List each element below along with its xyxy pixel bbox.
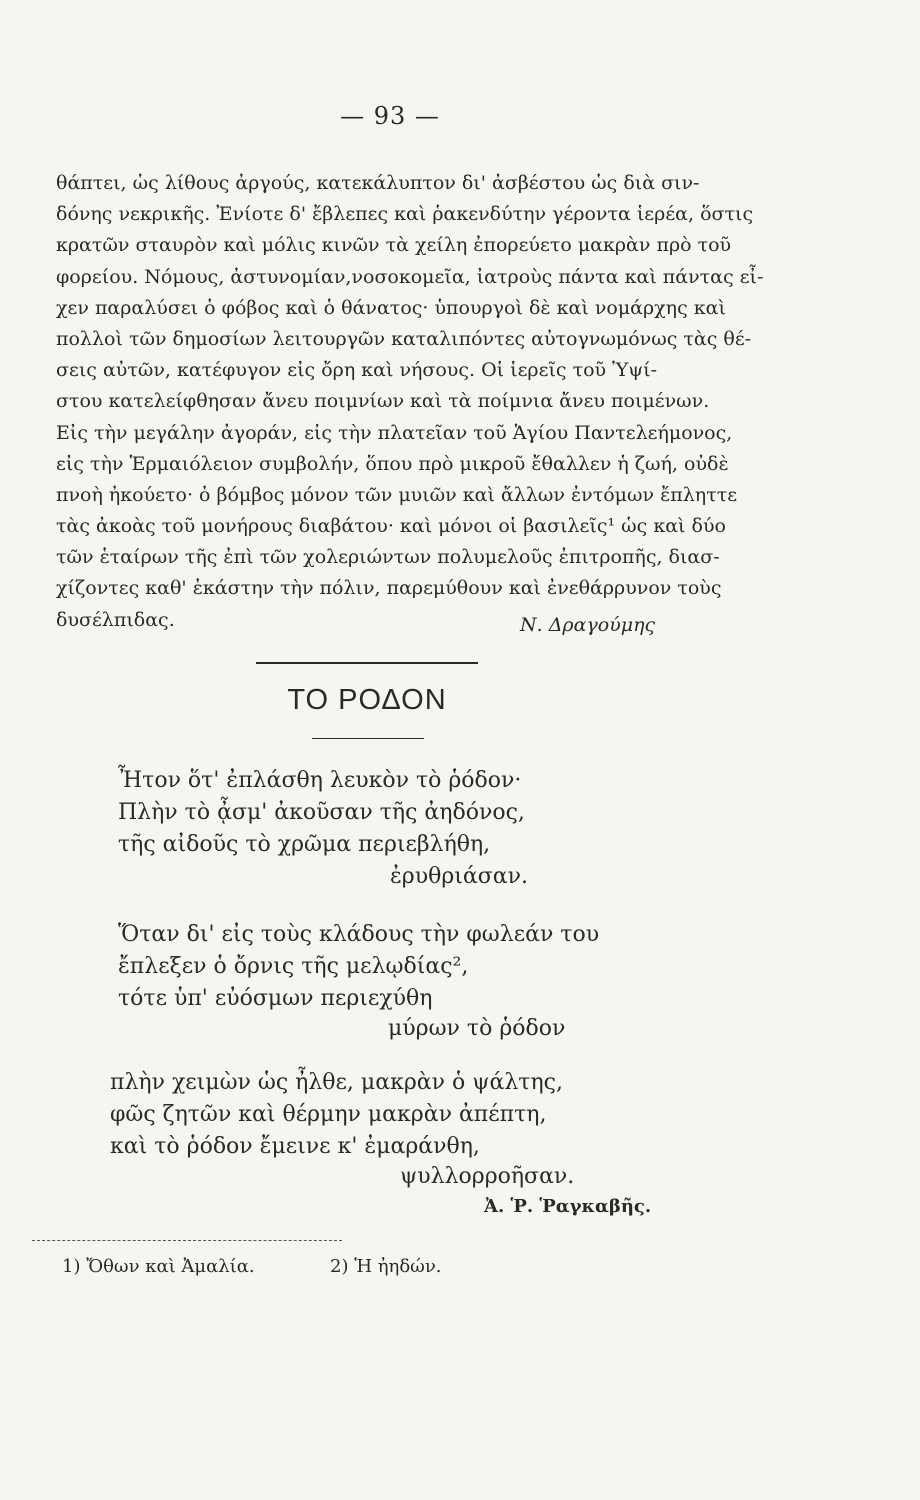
footnote-divider xyxy=(32,1240,342,1241)
poem-line: ἐρυθριάσαν. xyxy=(390,864,529,889)
poem-line: Πλὴν τὸ ᾆσμ' ἀκοῦσαν τῆς ἀηδόνος, xyxy=(118,800,525,825)
poem-line: Ὅταν δι' εἰς τοὺς κλάδους τὴν φωλεάν του xyxy=(118,922,600,947)
section-divider xyxy=(256,662,478,664)
poem-line: ἔπλεξεν ὁ ὄρνις τῆς μελῳδίας², xyxy=(118,954,469,979)
poem-signature: Ἀ. Ῥ. Ῥαγκαβῆς. xyxy=(484,1196,652,1217)
prose-line: δυσέλπιδας. xyxy=(56,608,175,631)
prose-signature: Ν. Δραγούμης xyxy=(520,614,656,636)
poem-line: τότε ὑπ' εὐόσμων περιεχύθη xyxy=(118,986,433,1011)
prose-line: Εἰς τὴν μεγάλην ἀγοράν, εἰς τὴν πλατεῖαν τοῦ Ἁγίου Παντελεήμονος, xyxy=(56,421,733,444)
poem-line: καὶ τὸ ῥόδον ἔμεινε κ' ἐμαράνθη, xyxy=(110,1134,480,1159)
prose-line: κρατῶν σταυρὸν καὶ μόλις κινῶν τὰ χείλη ἐπορεύετο μακρὰν πρὸ τοῦ xyxy=(56,234,732,257)
title-underline xyxy=(312,738,424,739)
prose-line: πολλοὶ τῶν δημοσίων λειτουργῶν καταλιπόντες αὐτογνωμόνως τὰς θέ- xyxy=(56,327,752,350)
footnote: 1) Ὄθων καὶ Ἀμαλία. xyxy=(62,1256,255,1277)
poem-line: μύρων τὸ ῥόδον xyxy=(388,1016,566,1041)
poem-line: πλὴν χειμὼν ὡς ἦλθε, μακρὰν ὁ ψάλτης, xyxy=(110,1070,563,1095)
prose-line: χίζοντες καθ' ἑκάστην τὴν πόλιν, παρεμύθουν καὶ ἐνεθάρρυνον τοὺς xyxy=(56,577,722,600)
page-number: — 93 — xyxy=(340,102,440,130)
prose-line: εἰς τὴν Ἑρμαιόλειον συμβολήν, ὅπου πρὸ μικροῦ ἔθαλλεν ἡ ζωή, οὐδὲ xyxy=(56,452,729,475)
poem-line: φῶς ζητῶν καὶ θέρμην μακρὰν ἀπέπτη, xyxy=(110,1102,547,1127)
prose-line: στου κατελείφθησαν ἄνευ ποιμνίων καὶ τὰ ποίμνια ἄνευ ποιμένων. xyxy=(56,390,710,413)
footnote: 2) Ἡ ἠηδών. xyxy=(330,1256,442,1277)
poem-line: τῆς αἰδοῦς τὸ χρῶμα περιεβλήθη, xyxy=(118,832,491,857)
prose-line: φορείου. Νόμους, ἀστυνομίαν,νοσοκομεῖα, ἰατροὺς πάντα καὶ πάντας εἶ- xyxy=(56,265,764,288)
prose-line: τὰς ἀκοὰς τοῦ μονήρους διαβάτου· καὶ μόνοι οἱ βασιλεῖς¹ ὡς καὶ δύο xyxy=(56,515,726,538)
prose-line: σεις αὐτῶν, κατέφυγον εἰς ὄρη καὶ νήσους. Οἱ ἱερεῖς τοῦ Ὑψί- xyxy=(56,359,658,382)
prose-line: τῶν ἑταίρων τῆς ἐπὶ τῶν χολεριώντων πολυμελοῦς ἐπιτροπῆς, διασ- xyxy=(56,546,720,569)
prose-line: χεν παραλύσει ὁ φόβος καὶ ὁ θάνατος· ὑπουργοὶ δὲ καὶ νομάρχης καὶ xyxy=(56,296,726,319)
poem-title: ΤΟ ΡΟΔΟΝ xyxy=(287,684,447,716)
prose-block xyxy=(56,168,776,636)
prose-line: θάπτει, ὡς λίθους ἀργούς, κατεκάλυπτον δι' ἀσβέστου ὡς διὰ σιν- xyxy=(56,172,700,194)
prose-line: πνοὴ ἠκούετο· ὁ βόμβος μόνον τῶν μυιῶν καὶ ἄλλων ἐντόμων ἔπληττε xyxy=(56,483,738,506)
prose-line: δόνης νεκρικῆς. Ἐνίοτε δ' ἔβλεπες καὶ ῥακενδύτην γέροντα ἱερέα, ὅστις xyxy=(56,203,754,226)
poem-line: ψυλλορροῆσαν. xyxy=(400,1164,575,1189)
poem-line: Ἦτον ὅτ' ἐπλάσθη λευκὸν τὸ ῥόδον· xyxy=(118,768,522,793)
